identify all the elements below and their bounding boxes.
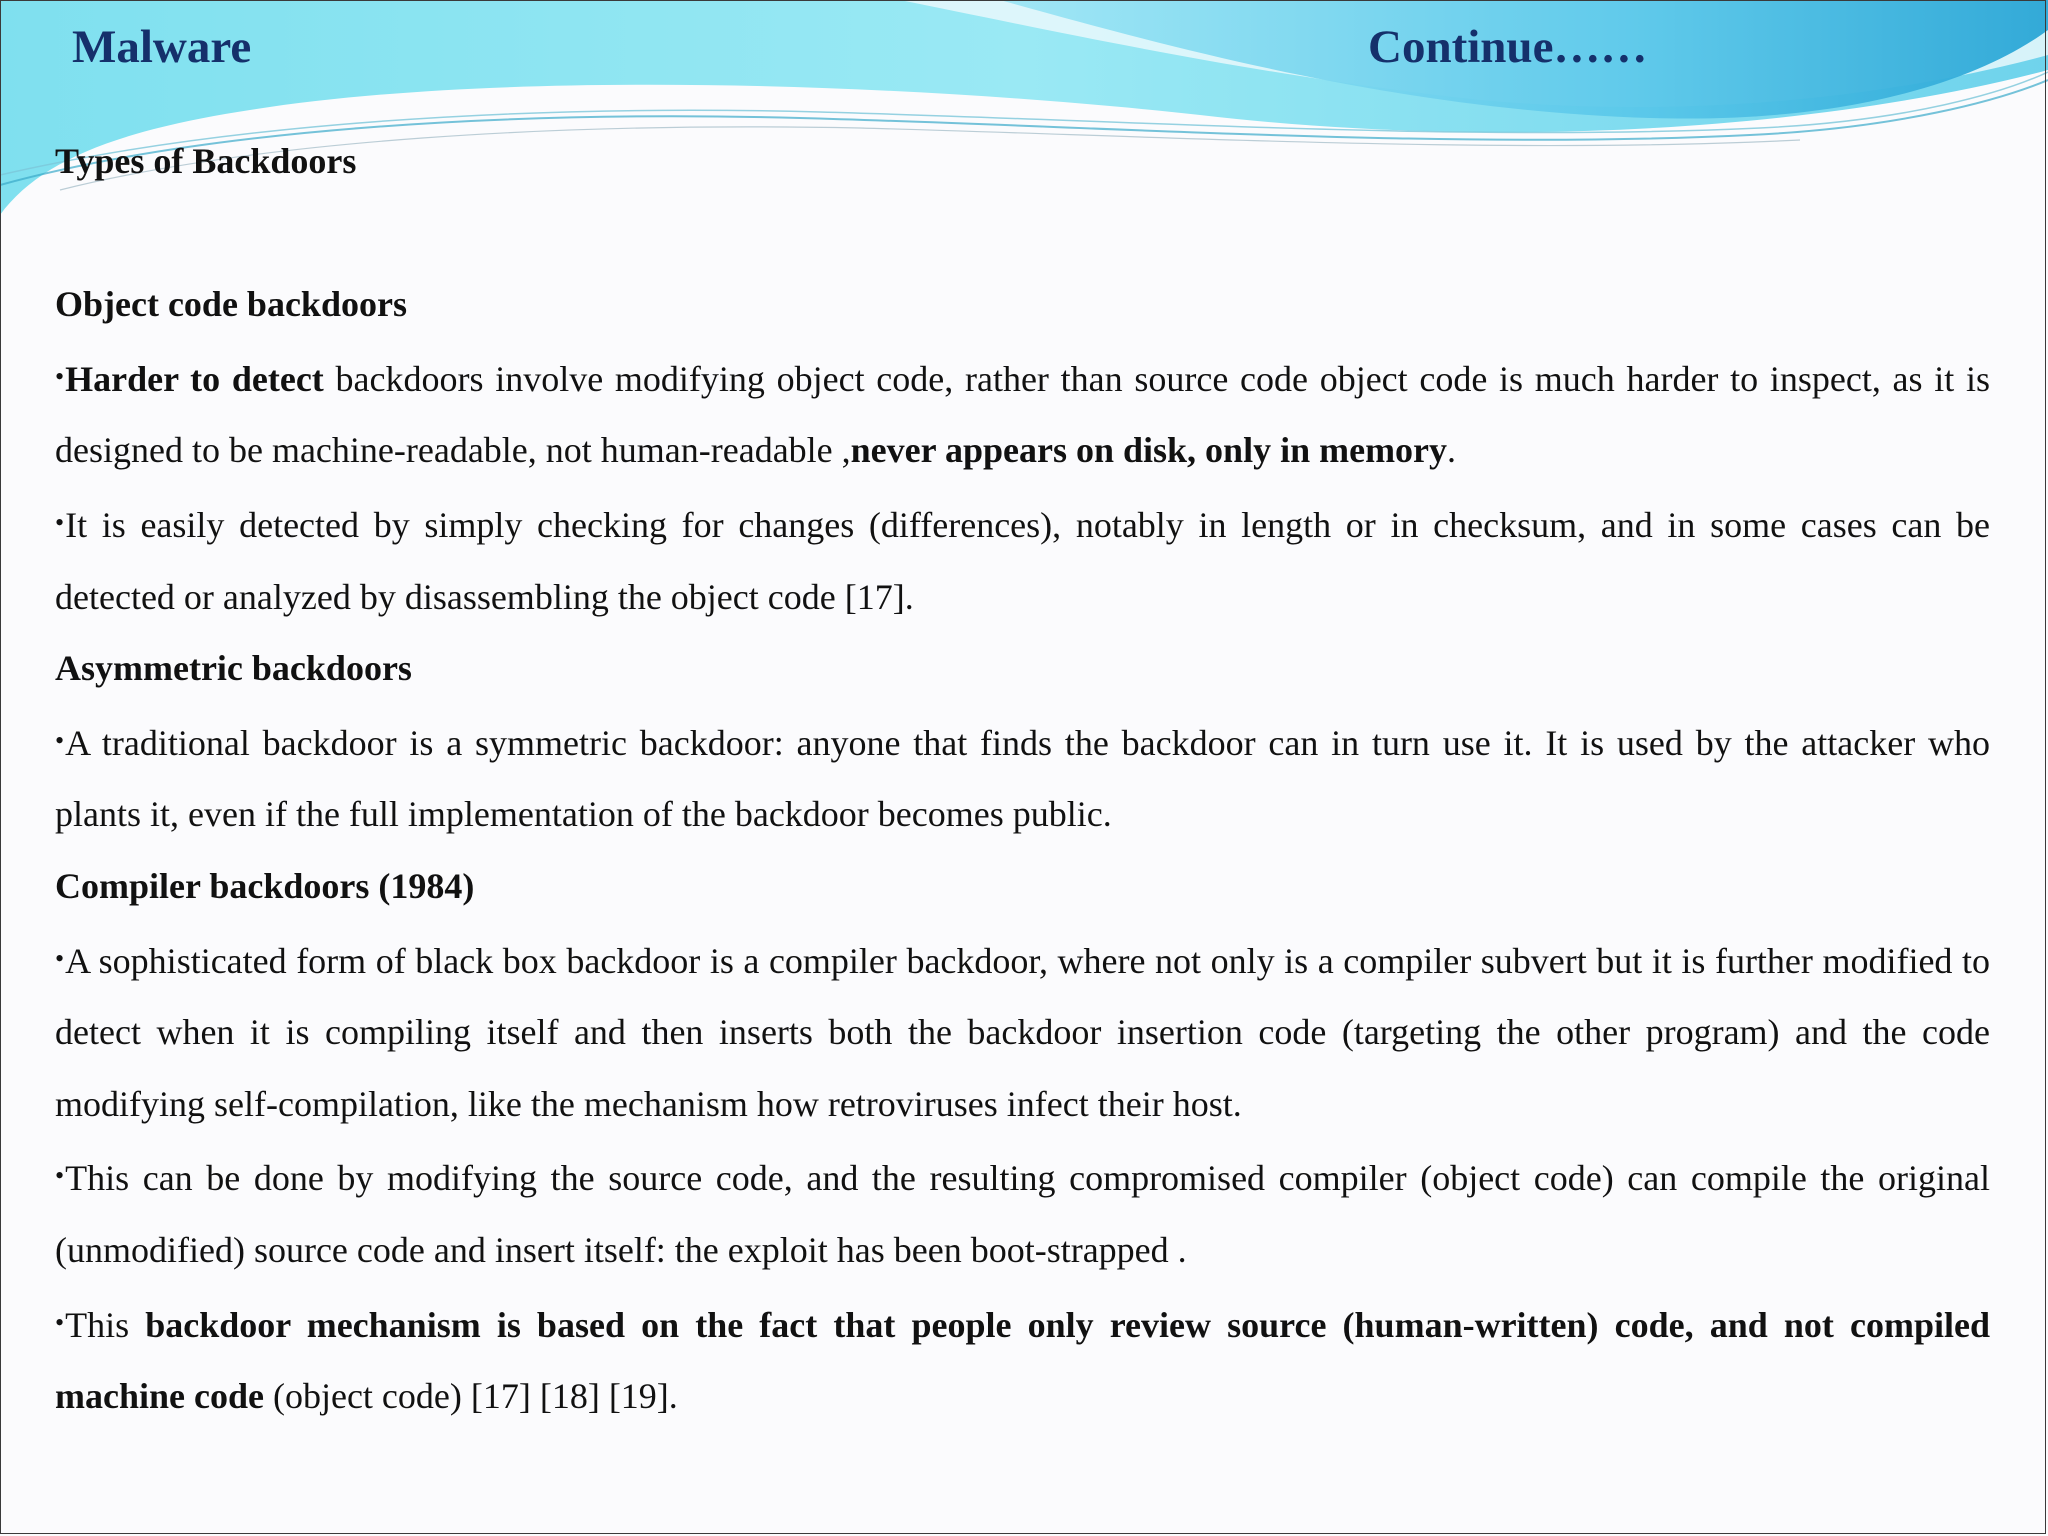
object-code-bullet-1 bbox=[55, 341, 1990, 487]
compiler-bullet-3-end: (object code) [17] [18] [19]. bbox=[263, 1376, 678, 1417]
object-code-bullet-1-bold-tail: never appears on disk, only in memory bbox=[850, 430, 1448, 471]
compiler-bullet-2 bbox=[55, 1140, 1990, 1286]
object-code-bullet-1-bold: Harder to detect bbox=[65, 358, 324, 399]
bullet-icon: • bbox=[55, 361, 65, 391]
object-code-bullet-2-text: It is easily detected by simply checking for changes (differences), notably in length or in checksum, and in some cases can be detected or analyzed by disassembling the object code [17]. bbox=[55, 504, 1990, 617]
asymmetric-bullet-1-text: A traditional backdoor is a symmetric backdoor: anyone that finds the backdoor can in turn use it. It is used by the attacker who plants it, even if the full implementation of the backdoor becomes public. bbox=[55, 722, 1990, 835]
object-code-bullet-1-end: . bbox=[1447, 430, 1457, 471]
compiler-bullet-1 bbox=[55, 923, 1990, 1141]
compiler-bullet-2-text: This can be done by modifying the source code, and the resulting compromised compiler (object code) can compile the original (unmodified) source code and insert itself: the exploit has been boot-strapped . bbox=[55, 1158, 1990, 1270]
bullet-icon: • bbox=[55, 943, 65, 973]
bullet-icon: • bbox=[55, 507, 65, 537]
compiler-bullet-3-bold: backdoor mechanism is based on the fact that people only review source (human-written) code, and not compiled machine code bbox=[55, 1304, 1990, 1417]
slide-title: Malware bbox=[72, 21, 252, 73]
compiler-bullet-1-text: A sophisticated form of black box backdoor is a compiler backdoor, where not only is a compiler subvert but it is further modified to detect when it is compiling itself and then inserts both the backdoor insertion code (targeting the other program) and the code modifying self-compilation, like the mechanism how retroviruses infect their host. bbox=[55, 940, 1990, 1124]
bullet-icon: • bbox=[55, 1307, 65, 1337]
slide-content bbox=[55, 126, 1990, 1433]
compiler-bullet-3-lead: This bbox=[65, 1304, 146, 1345]
object-code-heading: Object code backdoors bbox=[55, 284, 407, 325]
object-code-bullet-2 bbox=[55, 487, 1990, 633]
compiler-heading: Compiler backdoors (1984) bbox=[55, 865, 475, 906]
section-title: Types of Backdoors bbox=[55, 141, 357, 181]
asymmetric-bullet-1 bbox=[55, 705, 1990, 851]
asymmetric-heading: Asymmetric backdoors bbox=[55, 648, 412, 689]
bullet-icon: • bbox=[55, 1161, 65, 1191]
compiler-bullet-3 bbox=[55, 1287, 1990, 1433]
continue-label: Continue…… bbox=[1368, 21, 1648, 73]
object-code-bullet-1-text: backdoors involve modifying object code, rather than source code object code is much harder to inspect, as it is designed to be machine-readable, not human-readable , bbox=[55, 358, 1991, 471]
bullet-icon: • bbox=[55, 725, 65, 755]
